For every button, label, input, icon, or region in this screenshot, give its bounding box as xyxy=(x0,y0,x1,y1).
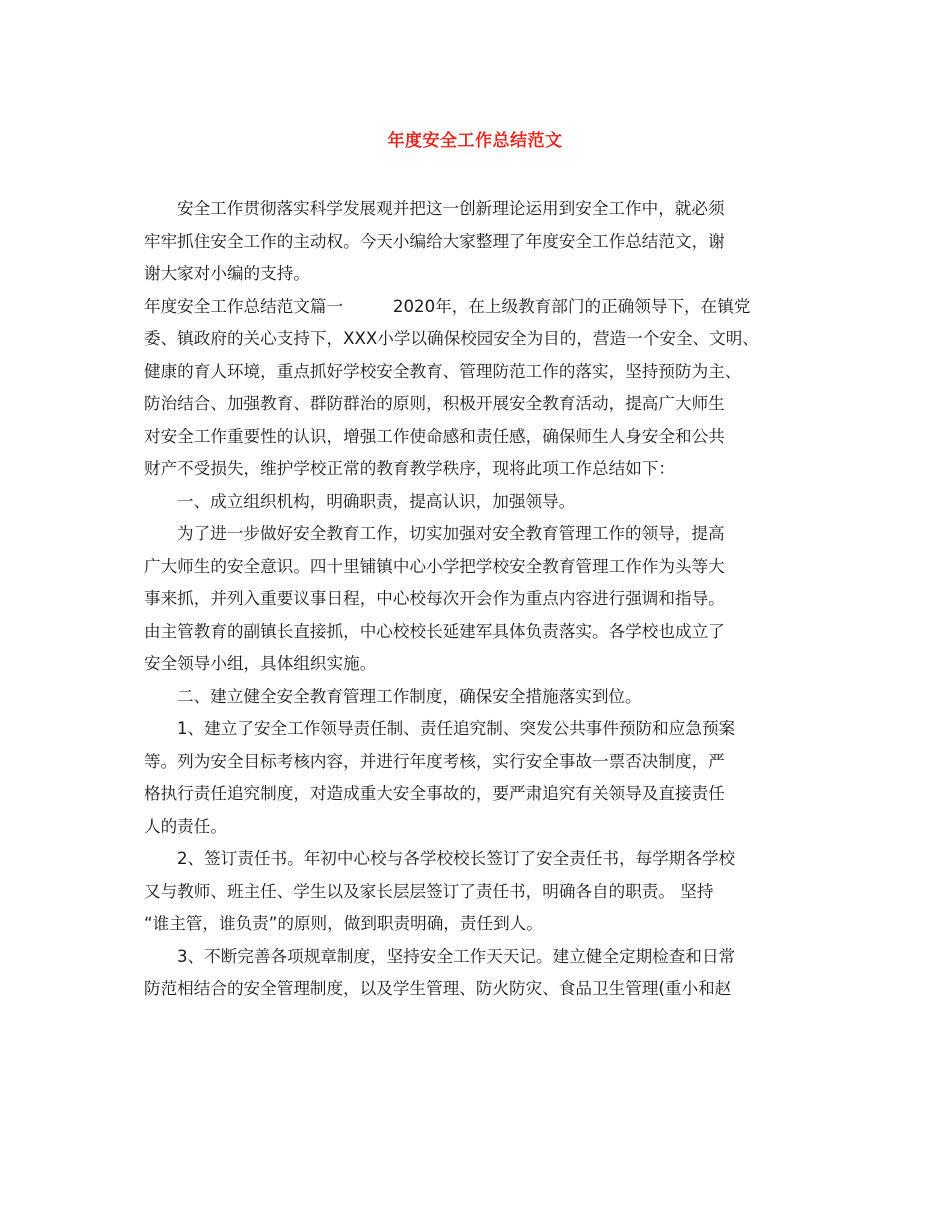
paragraph-line: 事来抓，并列入重要议事日程，中心校每次开会作为重点内容进行强调和指导。 xyxy=(144,589,725,608)
paragraph-line: “谁主管，谁负责”的原则，做到职责明确，责任到人。 xyxy=(144,914,543,933)
paragraph-line: 防范相结合的安全管理制度，以及学生管理、防火防灾、食品卫生管理(重小和赵 xyxy=(144,979,732,998)
paragraph-line: 广大师生的安全意识。四十里铺镇中心小学把学校安全教育管理工作作为头等大 xyxy=(144,556,725,576)
document-body xyxy=(144,193,806,1006)
paragraph-line: 为了进一步做好安全教育工作，切实加强对安全教育管理工作的领导，提高 xyxy=(177,524,725,543)
paragraph-line: 谢大家对小编的支持。 xyxy=(144,264,310,283)
paragraph-line: 等。列为安全目标考核内容，并进行年度考核，实行安全事故一票否决制度，严 xyxy=(144,751,725,771)
paragraph-line: 安全工作贯彻落实科学发展观并把这一创新理论运用到安全工作中，就必须 xyxy=(177,199,725,218)
paragraph-line: 又与教师、班主任、学生以及家长层层签订了责任书，明确各自的职责。 坚持 xyxy=(144,881,714,901)
section-heading-1: 一、成立组织机构，明确职责，提高认识，加强领导。 xyxy=(177,491,576,511)
paragraph-line: 健康的育人环境，重点抓好学校安全教育、管理防范工作的落实，坚持预防为主、 xyxy=(144,361,742,381)
document-title: 年度安全工作总结范文 xyxy=(387,131,563,151)
paragraph-line: 3、不断完善各项规章制度，坚持安全工作天天记。建立健全定期检查和日常 xyxy=(177,946,736,966)
paragraph-line: 2、签订责任书。年初中心校与各学校校长签订了安全责任书，每学期各学校 xyxy=(177,849,736,868)
paragraph-line: 人的责任。 xyxy=(144,816,227,836)
paragraph-line: 格执行责任追究制度，对造成重大安全事故的，要严肃追究有关领导及直接责任 xyxy=(144,784,725,803)
paragraph-line: 由主管教育的副镇长直接抓，中心校校长延建军具体负责落实。各学校也成立了 xyxy=(144,621,725,641)
paragraph-line: 安全领导小组，具体组织实施。 xyxy=(144,654,377,673)
paragraph-line: 年度安全工作总结范文篇一 2020年，在上级教育部门的正确领导下，在镇党 xyxy=(144,296,751,316)
paragraph-line: 防治结合、加强教育、群防群治的原则，积极开展安全教育活动，提高广大师生 xyxy=(144,394,725,413)
section-heading-2: 二、建立健全安全教育管理工作制度，确保安全措施落实到位。 xyxy=(177,686,642,706)
paragraph-line: 牢牢抓住安全工作的主动权。今天小编给大家整理了年度安全工作总结范文，谢 xyxy=(144,231,725,251)
paragraph-line: 1、建立了安全工作领导责任制、责任追究制、突发公共事件预防和应急预案 xyxy=(177,719,736,738)
paragraph-line: 委、镇政府的关心支持下，XXX小学以确保校园安全为目的，营造一个安全、文明、 xyxy=(144,329,759,348)
paragraph-line: 财产不受损失，维护学校正常的教育教学秩序，现将此项工作总结如下： xyxy=(144,459,675,478)
paragraph-line: 对安全工作重要性的认识，增强工作使命感和责任感，确保师生人身安全和公共 xyxy=(144,426,725,446)
